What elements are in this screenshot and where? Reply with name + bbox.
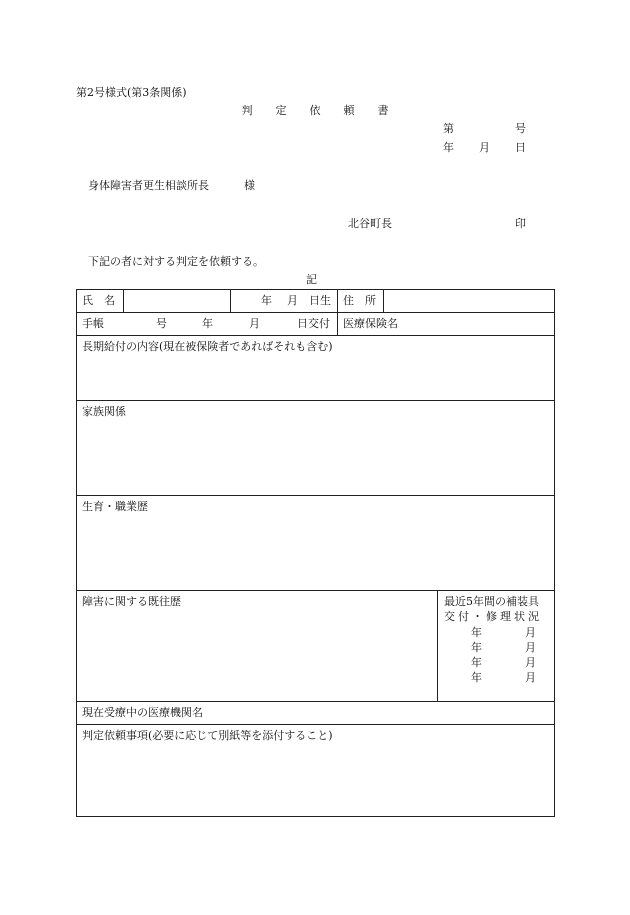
col-divider	[230, 290, 231, 312]
address-label: 住 所	[343, 294, 376, 307]
document-title	[238, 104, 408, 118]
addressee-name: 身体障害者更生相談所長	[88, 179, 209, 192]
device-month: 月	[525, 656, 536, 669]
seal-mark: 印	[515, 217, 526, 230]
notebook-go-label: 号	[156, 317, 167, 330]
notebook-label: 手帳	[82, 317, 104, 330]
title-char: 書	[377, 104, 389, 117]
device-month: 月	[525, 641, 536, 654]
family-label: 家族関係	[82, 405, 126, 418]
row-divider	[77, 701, 554, 702]
device-year: 年	[471, 656, 482, 669]
intro-text: 下記の者に対する判定を依頼する。	[88, 255, 264, 268]
name-label: 氏 名	[82, 294, 115, 307]
birth-day-label: 日生	[309, 294, 331, 307]
device-year: 年	[471, 641, 482, 654]
history-label: 生育・職業歴	[82, 500, 148, 513]
request-form-table	[76, 289, 555, 817]
issued-day-label: 日交付	[297, 317, 330, 330]
ki-heading: 記	[306, 273, 317, 286]
birth-year-label: 年	[261, 294, 272, 307]
medical-history-label: 障害に関する既往歴	[82, 595, 181, 608]
device-month: 月	[525, 626, 536, 639]
row-divider	[77, 312, 554, 313]
insurance-label: 医療保険名	[343, 317, 398, 330]
number-dai: 第	[443, 122, 454, 135]
col-divider	[337, 290, 338, 335]
col-divider	[383, 290, 384, 312]
title-char: 定	[275, 104, 287, 117]
row-divider	[77, 400, 554, 401]
request-items-label: 判定依頼事項(必要に応じて別紙等を添付すること)	[82, 729, 333, 742]
form-number: 第2号様式(第3条関係)	[76, 86, 187, 99]
birth-month-label: 月	[287, 294, 298, 307]
devices-heading-line1: 最近5年間の補装具	[444, 595, 539, 608]
col-divider	[437, 590, 438, 701]
date-month: 月	[479, 141, 490, 154]
device-month: 月	[525, 671, 536, 684]
row-divider	[77, 724, 554, 725]
row-divider	[77, 495, 554, 496]
long-term-benefits-label: 長期給付の内容(現在被保険者であればそれも含む)	[82, 340, 333, 353]
title-char: 頼	[343, 104, 355, 117]
title-char: 依	[309, 104, 321, 117]
date-day: 日	[515, 141, 526, 154]
title-char: 判	[241, 104, 253, 117]
devices-heading-line2: 交付・修理状況	[444, 610, 542, 623]
device-year: 年	[471, 671, 482, 684]
issued-month-label: 月	[249, 317, 260, 330]
current-institution-label: 現在受療中の医療機関名	[82, 706, 203, 719]
col-divider	[123, 290, 124, 312]
number-go: 号	[515, 122, 526, 135]
device-year: 年	[471, 626, 482, 639]
sender-name: 北谷町長	[348, 217, 392, 230]
row-divider	[77, 335, 554, 336]
addressee-honorific: 様	[244, 179, 255, 192]
row-divider	[77, 590, 554, 591]
date-year: 年	[443, 141, 454, 154]
issued-year-label: 年	[202, 317, 213, 330]
